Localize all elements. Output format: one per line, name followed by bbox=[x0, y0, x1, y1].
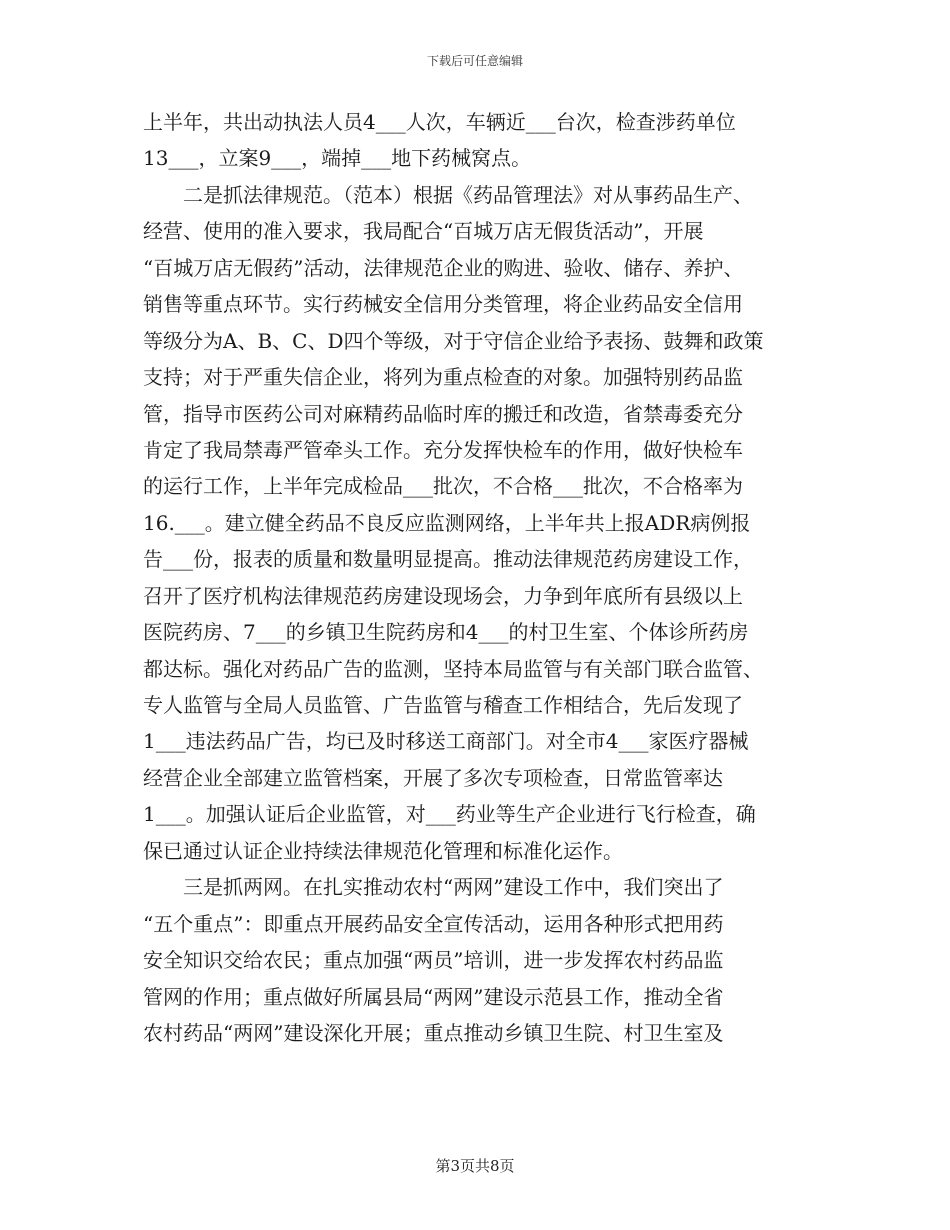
document-body bbox=[143, 104, 811, 1051]
text-line: 等级分为A、B、C、D四个等级，对于守信企业给予表扬、鼓舞和政策 bbox=[143, 328, 764, 353]
text-line: 农村药品“两网”建设深化开展；重点推动乡镇卫生院、村卫生室及 bbox=[143, 1020, 724, 1045]
text-line: 销售等重点环节。实行药械安全信用分类管理，将企业药品安全信用 bbox=[143, 292, 743, 317]
text-line: 都达标。强化对药品广告的监测，坚持本局监管与有关部门联合监管、 bbox=[143, 656, 763, 681]
text-line: 1___。加强认证后企业监管，对___药业等生产企业进行飞行检查，确 bbox=[143, 802, 756, 827]
text-line: 召开了医疗机构法律规范药房建设现场会，力争到年底所有县级以上 bbox=[143, 583, 743, 608]
text-line: 三是抓两网。在扎实推动农村“两网”建设工作中，我们突出了 bbox=[143, 875, 724, 900]
text-line: 经营、使用的准入要求，我局配合“百城万店无假货活动”，开展 bbox=[143, 219, 704, 244]
text-line: 保已通过认证企业持续法律规范化管理和标准化运作。 bbox=[143, 838, 623, 863]
text-line: 告___份，报表的质量和数量明显提高。推动法律规范药房建设工作， bbox=[143, 547, 753, 572]
text-line: 专人监管与全局人员监管、广告监管与稽查工作相结合，先后发现了 bbox=[143, 693, 743, 717]
page-number: 第3页共8页 bbox=[435, 1157, 515, 1175]
text-line: 支持；对于严重失信企业，将列为重点检查的对象。加强特别药品监 bbox=[143, 365, 743, 390]
text-line: 16.___。建立健全药品不良反应监测网络，上半年共上报ADR病例报 bbox=[143, 510, 751, 535]
text-line: 的运行工作，上半年完成检品___批次，不合格___批次，不合格率为 bbox=[143, 474, 743, 499]
text-line: 管，指导市医药公司对麻精药品临时库的搬迁和改造，省禁毒委充分 bbox=[143, 401, 743, 426]
text-line: 肯定了我局禁毒严管牵头工作。充分发挥快检车的作用，做好快检车 bbox=[143, 437, 743, 462]
text-line: 管网的作用；重点做好所属县局“两网”建设示范县工作，推动全省 bbox=[143, 984, 724, 1009]
text-line: “五个重点”：即重点开展药品安全宣传活动，运用各种形式把用药 bbox=[143, 911, 724, 936]
text-line: 经营企业全部建立监管档案，开展了多次专项检查，日常监管率达 bbox=[143, 765, 723, 790]
text-line: 1___违法药品广告，均已及时移送工商部门。对全市4___家医疗器械 bbox=[143, 729, 749, 754]
text-line: 13___，立案9___，端掉___地下药械窝点。 bbox=[143, 146, 532, 171]
text-line: 上半年，共出动执法人员4___人次，车辆近___台次，检查涉药单位 bbox=[143, 110, 736, 134]
text-line: “百城万店无假药”活动，法律规范企业的购进、验收、储存、养护、 bbox=[143, 255, 744, 280]
text-line: 安全知识交给农民；重点加强“两员”培训，进一步发挥农村药品监 bbox=[143, 948, 724, 973]
text-line: 二是抓法律规范。（范本）根据《药品管理法》对从事药品生产、 bbox=[143, 182, 753, 207]
page-header: 下载后可任意编辑 bbox=[426, 54, 523, 68]
text-line: 医院药房、7___的乡镇卫生院药房和4___的村卫生室、个体诊所药房 bbox=[143, 620, 749, 645]
